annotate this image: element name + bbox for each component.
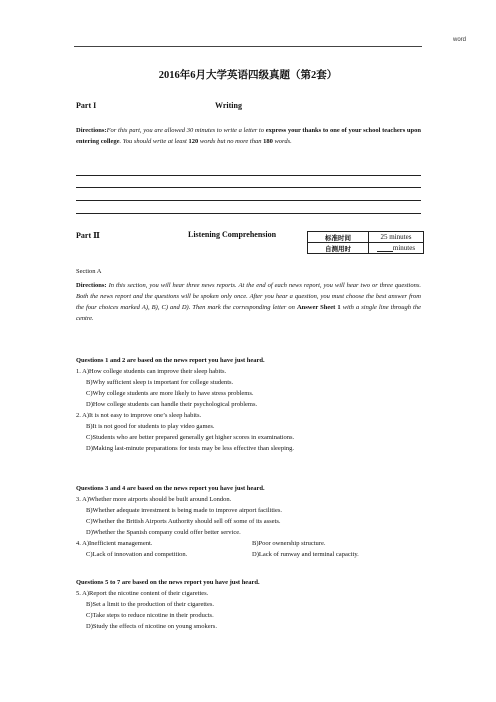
writing-line[interactable] [76,175,421,176]
part1-label: Part I [76,101,97,110]
self-time-cell[interactable] [369,243,424,254]
part2-label: Part Ⅱ [76,231,100,240]
question-5-option-d[interactable]: D)Study the effects of nicotine on young smokers. [86,623,217,630]
part2-name: Listening Comprehension [188,230,277,239]
question-4-row-1 [76,538,421,549]
questions-1-2 [76,355,421,454]
writing-line[interactable] [76,200,421,201]
question-1-option-c[interactable]: C)Why college students are more likely to have stress problems. [86,390,254,397]
question-3-option-d[interactable]: D)Whether the Spanish company could offer better service. [86,529,241,536]
question-4-option-a[interactable]: 4. A)Inefficient management. [76,540,153,547]
header-rule [74,46,422,47]
question-2-option-a[interactable]: 2. A)It is not easy to improve one’s sleep habits. [76,412,202,419]
time-box [307,231,424,254]
question-1-option-a[interactable]: 1. A)How college students can improve their sleep habits. [76,368,227,375]
directions-text-1: For this part, you are allowed 30 minutes to write a letter to [106,127,266,134]
question-5-option-c[interactable]: C)Take steps to reduce nicotine in their products. [86,612,214,619]
page-title: 2016年6月大学英语四级真题（第2套） [158,70,338,81]
question-group-heading: Questions 5 to 7 are based on the news report you have just heard. [76,579,260,586]
answer-sheet-ref: Answer Sheet 1 [296,304,341,311]
question-4-option-b[interactable]: B)Poor ownership structure. [252,540,326,547]
question-5-option-b[interactable]: B)Set a limit to the production of their cigarettes. [86,601,214,608]
header-word: word [452,37,466,43]
question-1-option-d[interactable]: D)How college students can handle their psychological problems. [86,401,258,408]
question-1-option-b[interactable]: B)Why sufficient sleep is important for college students. [86,379,234,386]
question-4-row-2 [76,549,421,560]
question-5-option-a[interactable]: 5. A)Report the nicotine content of their cigarettes. [76,590,209,597]
questions-5-7 [76,577,421,632]
directions-text-2: . You should write at least [119,137,189,145]
self-time-label: 自测用时 [308,243,369,254]
section-a-label: Section A [76,268,102,275]
directions-max-words: 180 [263,137,273,145]
directions-text-3: words but no more than [198,137,264,145]
writing-directions [76,126,421,147]
directions-lead: Directions: [76,282,107,289]
question-2-option-d[interactable]: D)Making last-minute preparations for tests may be less effective than sleeping. [86,445,294,452]
question-group-heading: Questions 1 and 2 are based on the news report you have just heard. [76,357,265,364]
part1-name: Writing [215,101,242,110]
question-4-option-c[interactable]: C)Lack of innovation and competition. [86,551,188,558]
directions-lead: Directions: [76,127,107,134]
question-3-option-c[interactable]: C)Whether the British Airports Authority should sell off some of its assets. [86,518,281,525]
directions-text-4: words. [272,137,292,145]
writing-line[interactable] [76,187,421,188]
writing-line[interactable] [76,213,421,214]
directions-min-words: 120 [188,137,199,145]
directions-text-1: In this section, you will hear three news reports. At the end of each news report, you will hear two or three questions. Both the news report and the questions will be spoken only once. After you hear a question, you must choose the best answer from the four choices marked A), B), C) and D). Then mark the corresponding letter on [76,282,421,311]
self-time-blank[interactable] [377,244,393,252]
directions-text-2: with a single line through the centre. [76,304,421,322]
standard-time-value: 25 minutes [369,232,424,243]
question-3-option-a[interactable]: 3. A)Whether more airports should be built around London. [76,496,232,503]
question-2-option-b[interactable]: B)It is not good for students to play video games. [86,423,215,430]
question-3-option-b[interactable]: B)Whether adequate investment is being made to improve airport facilities. [86,507,283,514]
section-a-directions [76,280,421,324]
question-4-option-d[interactable]: D)Lack of runway and terminal capacity. [252,551,359,558]
questions-3-4 [76,483,421,560]
standard-time-label: 标准时间 [308,232,369,243]
directions-topic: express your thanks to one of your school teachers upon entering college [76,127,422,145]
question-group-heading: Questions 3 and 4 are based on the news report you have just heard. [76,485,265,492]
self-time-unit: minutes [392,244,416,252]
question-2-option-c[interactable]: C)Students who are better prepared generally get higher scores in examinations. [86,434,295,441]
